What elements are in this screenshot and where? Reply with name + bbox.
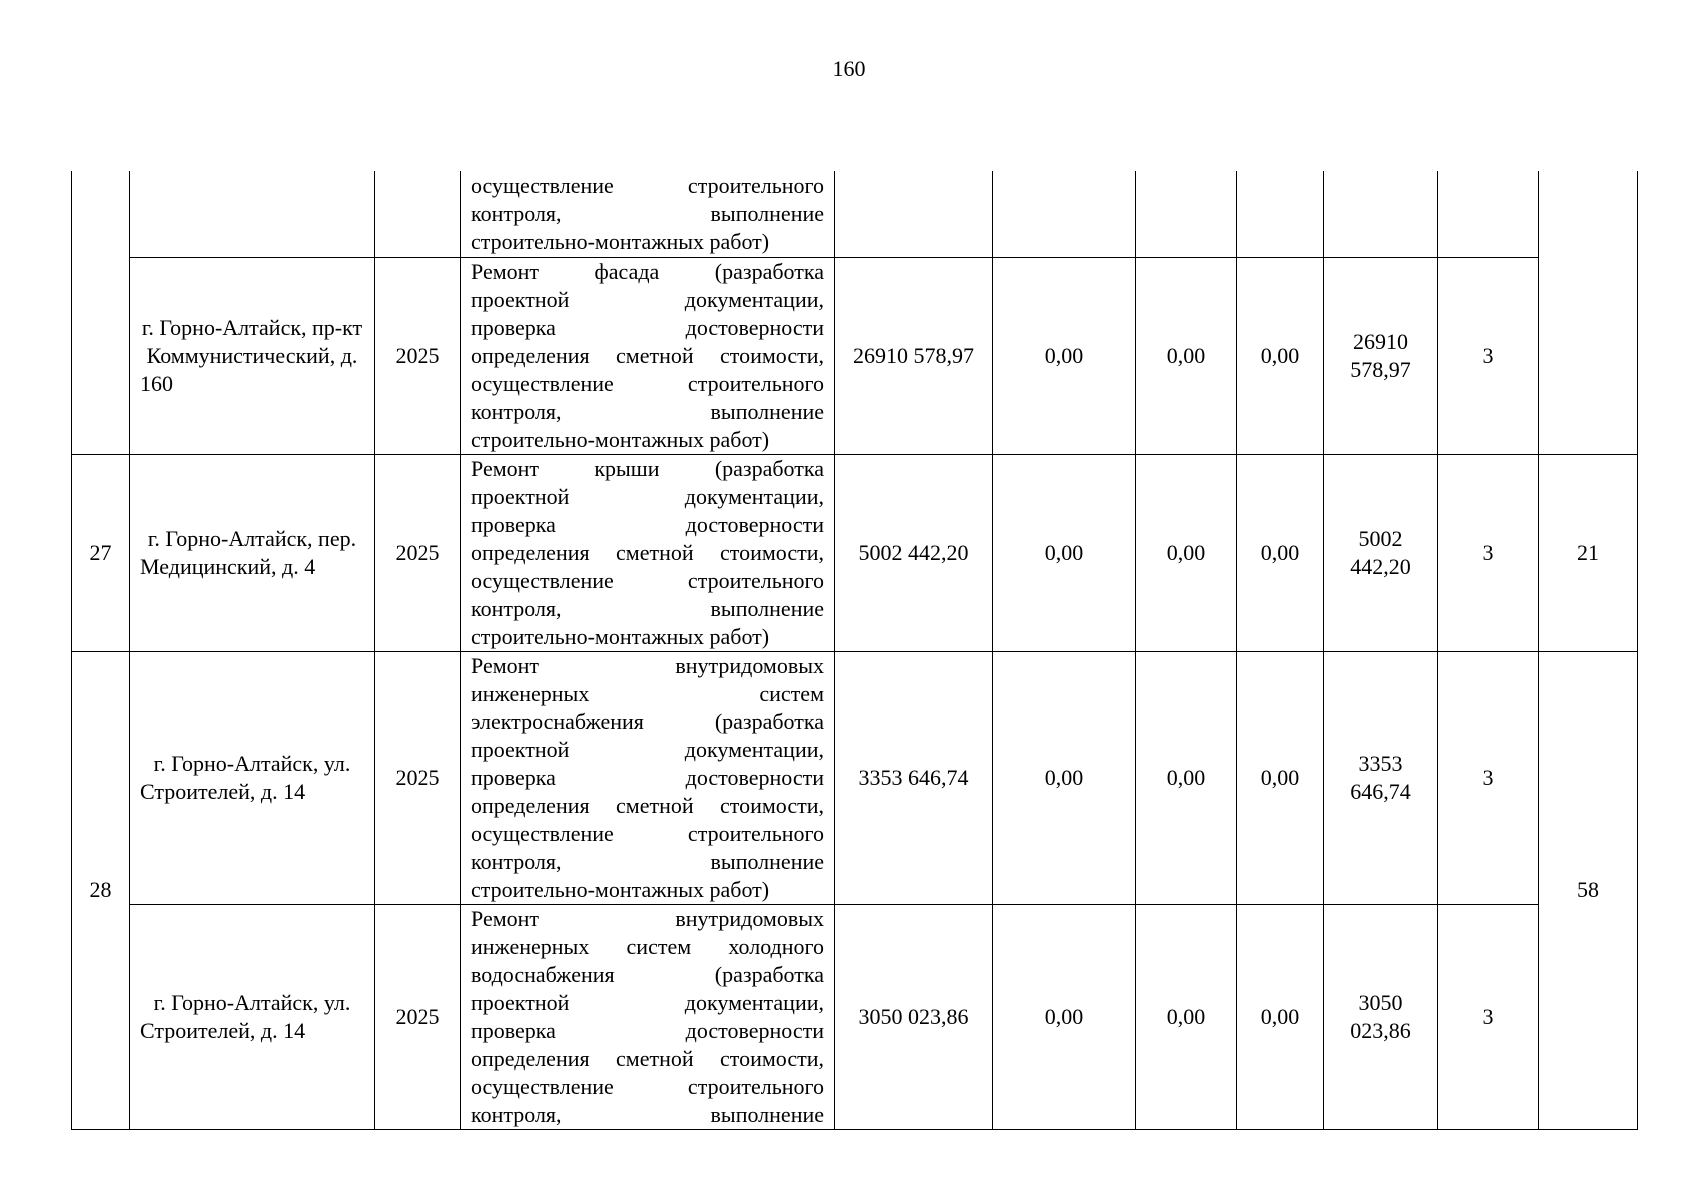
- table-row: [72, 454, 1638, 651]
- value-cell: [993, 171, 1136, 257]
- address-cell: [130, 171, 375, 257]
- work-line: строительно-монтажных работ): [471, 623, 770, 649]
- value-cell: 0,00: [1136, 257, 1237, 454]
- value-line: 3353: [1358, 750, 1403, 776]
- table-row: [72, 651, 1638, 904]
- table-row: [72, 171, 1638, 257]
- capital-repair-table: [71, 171, 1638, 1130]
- value-cell: 3: [1438, 651, 1539, 904]
- value-line: 023,86: [1350, 1017, 1411, 1043]
- value-cell: 0,00: [1136, 454, 1237, 651]
- value-cell: 3: [1438, 257, 1539, 454]
- value-cell-split: [1324, 904, 1438, 1129]
- work-line: строительно-монтажных работ): [471, 876, 770, 902]
- work-line: электроснабжения (разработка: [471, 708, 824, 734]
- last-column-cell: [1539, 171, 1638, 454]
- work-line: проверка достоверности: [471, 314, 824, 340]
- total-cost-cell: 3353 646,74: [835, 651, 993, 904]
- year-cell: 2025: [375, 454, 461, 651]
- work-line: определения сметной стоимости,: [471, 1045, 824, 1071]
- value-line: 646,74: [1350, 778, 1411, 804]
- value-cell: 0,00: [1237, 904, 1324, 1129]
- last-column-cell: 21: [1539, 454, 1638, 651]
- work-line: строительно-монтажных работ): [471, 426, 770, 452]
- value-line: 26910: [1353, 328, 1408, 354]
- work-line: контроля, выполнение: [471, 398, 824, 424]
- work-line: определения сметной стоимости,: [471, 539, 824, 565]
- year-cell: 2025: [375, 904, 461, 1129]
- work-line: осуществление строительного: [471, 820, 824, 846]
- value-line: 442,20: [1350, 553, 1411, 579]
- value-cell: 0,00: [993, 904, 1136, 1129]
- work-line: Ремонт внутридомовых: [471, 652, 824, 678]
- work-line: контроля, выполнение: [471, 595, 824, 621]
- value-cell: [1438, 171, 1539, 257]
- row-number-cell: 27: [72, 454, 130, 651]
- work-line: определения сметной стоимости,: [471, 792, 824, 818]
- work-description-cell: [461, 651, 835, 904]
- work-line: Ремонт внутридомовых: [471, 905, 824, 931]
- value-cell: 0,00: [993, 651, 1136, 904]
- value-cell: [1324, 171, 1438, 257]
- work-line: контроля, выполнение: [471, 848, 824, 874]
- work-line: проектной документации,: [471, 736, 824, 762]
- work-line: осуществление строительного: [471, 370, 824, 396]
- total-cost-cell: 3050 023,86: [835, 904, 993, 1129]
- value-cell: 0,00: [1136, 651, 1237, 904]
- work-description-cell: [461, 454, 835, 651]
- table-row: [72, 904, 1638, 1129]
- total-cost-cell: 26910 578,97: [835, 257, 993, 454]
- work-description-cell: [461, 171, 835, 257]
- page-number: 160: [832, 56, 866, 81]
- value-line: 578,97: [1350, 356, 1411, 382]
- work-line: Ремонт крыши (разработка: [471, 455, 824, 481]
- value-cell-split: [1324, 257, 1438, 454]
- work-line: проектной документации,: [471, 483, 824, 509]
- value-cell-split: [1324, 454, 1438, 651]
- total-cost-cell: 5002 442,20: [835, 454, 993, 651]
- work-line: контроля, выполнение: [471, 200, 824, 226]
- value-cell: [1237, 171, 1324, 257]
- year-cell: 2025: [375, 257, 461, 454]
- work-line: проверка достоверности: [471, 511, 824, 537]
- address-cell: г. Горно-Алтайск, пр-кт Коммунистический, д. 160: [130, 257, 375, 454]
- work-line: Ремонт фасада (разработка: [471, 258, 824, 284]
- year-cell: 2025: [375, 651, 461, 904]
- work-line: строительно-монтажных работ): [471, 228, 770, 254]
- work-description-cell: [461, 904, 835, 1129]
- row-number-cell: [72, 171, 130, 454]
- row-number-cell: 28: [72, 651, 130, 1129]
- value-cell-split: [1324, 651, 1438, 904]
- work-line: контроля, выполнение: [471, 1101, 824, 1127]
- work-line: проверка достоверности: [471, 1017, 824, 1043]
- table-row: [72, 257, 1638, 454]
- value-cell: 3: [1438, 904, 1539, 1129]
- value-cell: 0,00: [1237, 257, 1324, 454]
- work-line: инженерных систем холодного: [471, 933, 824, 959]
- value-line: 5002: [1358, 525, 1403, 551]
- value-line: 3050: [1358, 989, 1403, 1015]
- address-cell: г. Горно-Алтайск, ул. Строителей, д. 14: [130, 651, 375, 904]
- year-cell: [375, 171, 461, 257]
- work-line: осуществление строительного: [471, 1073, 824, 1099]
- work-line: инженерных систем: [471, 680, 824, 706]
- value-cell: 0,00: [1136, 904, 1237, 1129]
- work-line: водоснабжения (разработка: [471, 961, 824, 987]
- value-cell: [1136, 171, 1237, 257]
- last-column-cell: 58: [1539, 651, 1638, 1129]
- value-cell: 0,00: [1237, 454, 1324, 651]
- work-line: осуществление строительного: [471, 567, 824, 593]
- value-cell: 0,00: [1237, 651, 1324, 904]
- work-line: осуществление строительного: [471, 172, 824, 198]
- address-cell: г. Горно-Алтайск, пер. Медицинский, д. 4: [130, 454, 375, 651]
- value-cell: 3: [1438, 454, 1539, 651]
- total-cost-cell: [835, 171, 993, 257]
- value-cell: 0,00: [993, 454, 1136, 651]
- work-line: проектной документации,: [471, 989, 824, 1015]
- work-line: определения сметной стоимости,: [471, 342, 824, 368]
- value-cell: 0,00: [993, 257, 1136, 454]
- work-line: проектной документации,: [471, 286, 824, 312]
- work-description-cell: [461, 257, 835, 454]
- address-cell: г. Горно-Алтайск, ул. Строителей, д. 14: [130, 904, 375, 1129]
- work-line: проверка достоверности: [471, 764, 824, 790]
